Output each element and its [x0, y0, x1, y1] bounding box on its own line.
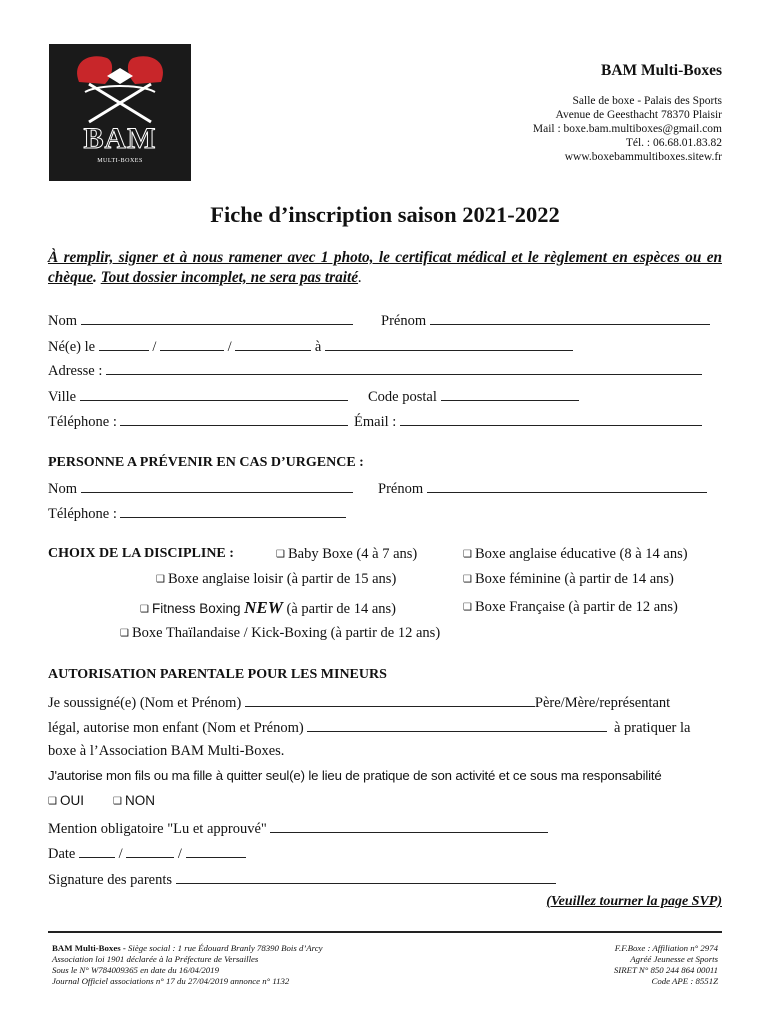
address-line: Avenue de Geesthacht 78370 Plaisir	[555, 109, 722, 121]
footer-left: BAM Multi-Boxes - Siège social : 1 rue Édouard Branly 78390 Bois d’Arcy Association loi 1901 déclarée à la Préfecture de Versailles Sous le N° W784009365 en date du 16/04/2019 Journal Officiel associations n° 17 du 27/04/2019 annonce n° 1132	[52, 943, 323, 986]
birth-place-line[interactable]	[325, 337, 573, 351]
emergency-prenom-field[interactable]: Prénom	[378, 479, 707, 498]
parental-line-4: J'autorise mon fils ou ma fille à quitter seul(e) le lieu de pratique de son activité et ce sous ma responsabilité	[48, 768, 662, 783]
signature-field[interactable]: Signature des parents	[48, 870, 556, 889]
phone-line: Tél. : 06.68.01.83.82	[625, 137, 722, 149]
website-line: www.boxebammultiboxes.sitew.fr	[564, 151, 722, 163]
oui-option[interactable]: ❑ OUI	[48, 793, 84, 808]
footer-right: F.F.Boxe : Affiliation n° 2974 Agréé Jeunesse et Sports SIRET N° 850 244 864 00011 Code APE : 8551Z	[613, 943, 718, 986]
boxing-gloves-icon	[49, 44, 191, 124]
birth-field[interactable]: Né(e) le / / à	[48, 337, 573, 356]
discipline-option-boxe-francaise[interactable]: ❑ Boxe Française (à partir de 12 ans)	[463, 599, 678, 615]
signature-input-line[interactable]	[176, 870, 556, 884]
discipline-option-fitness-boxing[interactable]: ❑ Fitness Boxing NEW (à partir de 14 ans)	[140, 598, 397, 617]
email-field[interactable]: Émail :	[354, 412, 702, 431]
checkbox-icon[interactable]: ❑	[156, 574, 165, 585]
checkbox-icon[interactable]: ❑	[120, 628, 129, 639]
date-day-line[interactable]	[79, 844, 115, 858]
nom-input-line[interactable]	[81, 311, 353, 325]
date-month-line[interactable]	[126, 844, 174, 858]
intro-warning: Tout dossier incomplet, ne sera pas traité	[100, 269, 359, 286]
telephone-field[interactable]: Téléphone :	[48, 412, 348, 431]
emergency-heading: PERSONNE A PRÉVENIR EN CAS D’URGENCE :	[48, 455, 364, 470]
logo-subtitle: MULTI-BOXES	[97, 158, 143, 164]
parent-name-input-line[interactable]	[245, 693, 535, 707]
checkbox-icon[interactable]: ❑	[276, 549, 285, 560]
code-postal-input-line[interactable]	[441, 387, 579, 401]
discipline-option-boxe-feminine[interactable]: ❑ Boxe féminine (à partir de 14 ans)	[463, 571, 674, 587]
club-name: BAM Multi-Boxes	[601, 62, 722, 79]
checkbox-icon[interactable]: ❑	[113, 796, 122, 807]
parental-line-1[interactable]: Je soussigné(e) (Nom et Prénom) Père/Mère/représentant	[48, 695, 671, 711]
logo-wordmark: BAM	[83, 122, 157, 155]
new-badge: NEW	[244, 598, 283, 617]
discipline-heading: CHOIX DE LA DISCIPLINE :	[48, 546, 234, 561]
birth-month-line[interactable]	[160, 337, 224, 351]
emergency-telephone-input-line[interactable]	[120, 504, 346, 518]
emergency-nom-input-line[interactable]	[81, 479, 353, 493]
address-line: Salle de boxe - Palais des Sports	[572, 95, 722, 107]
club-logo	[49, 44, 191, 181]
emergency-telephone-field[interactable]: Téléphone :	[48, 504, 346, 523]
parental-line-2[interactable]: légal, autorise mon enfant (Nom et Prénom) à pratiquer la	[48, 720, 691, 736]
email-input-line[interactable]	[400, 412, 702, 426]
parental-line-3: boxe à l’Association BAM Multi-Boxes.	[48, 743, 285, 759]
parental-heading: AUTORISATION PARENTALE POUR LES MINEURS	[48, 667, 387, 682]
birth-year-line[interactable]	[235, 337, 311, 351]
email-line: Mail : boxe.bam.multiboxes@gmail.com	[532, 123, 722, 135]
non-option[interactable]: ❑ NON	[113, 793, 155, 808]
prenom-field[interactable]: Prénom	[381, 311, 710, 330]
birth-day-line[interactable]	[99, 337, 149, 351]
footer-divider	[48, 931, 722, 933]
ville-field[interactable]: Ville	[48, 387, 348, 406]
discipline-option-boxe-anglaise-loisir[interactable]: ❑ Boxe anglaise loisir (à partir de 15 ans)	[156, 571, 397, 587]
date-year-line[interactable]	[186, 844, 246, 858]
checkbox-icon[interactable]: ❑	[48, 796, 57, 807]
ville-input-line[interactable]	[80, 387, 348, 401]
turn-page-note: (Veuillez tourner la page SVP)	[546, 894, 722, 909]
intro-requirements: À remplir, signer et à nous ramener avec 1 photo, le certificat médical et le règlement en espèces ou en chèque	[48, 249, 722, 286]
discipline-option-baby-boxe[interactable]: ❑ Baby Boxe (4 à 7 ans)	[276, 546, 418, 562]
discipline-option-boxe-thai-kick-boxing[interactable]: ❑ Boxe Thaïlandaise / Kick-Boxing (à partir de 12 ans)	[120, 625, 441, 641]
date-field[interactable]: Date / /	[48, 844, 246, 863]
form-title: Fiche d’inscription saison 2021-2022	[210, 202, 560, 227]
discipline-option-boxe-anglaise-educative[interactable]: ❑ Boxe anglaise éducative (8 à 14 ans)	[463, 546, 688, 562]
prenom-input-line[interactable]	[430, 311, 710, 325]
checkbox-icon[interactable]: ❑	[463, 574, 472, 585]
child-name-input-line[interactable]	[307, 718, 607, 732]
code-postal-field[interactable]: Code postal	[368, 387, 579, 406]
address-field[interactable]: Adresse :	[48, 361, 702, 380]
checkbox-icon[interactable]: ❑	[463, 602, 472, 613]
mention-field[interactable]: Mention obligatoire "Lu et approuvé"	[48, 819, 548, 838]
telephone-input-line[interactable]	[120, 412, 348, 426]
address-input-line[interactable]	[106, 361, 702, 375]
mention-input-line[interactable]	[270, 819, 548, 833]
emergency-prenom-input-line[interactable]	[427, 479, 707, 493]
emergency-nom-field[interactable]: Nom	[48, 479, 353, 498]
checkbox-icon[interactable]: ❑	[140, 604, 149, 615]
intro-instructions: À remplir, signer et à nous ramener avec 1 photo, le certificat médical et le règlement en espèces ou en chèque. Tout dossier incomplet, ne sera pas traité.	[48, 249, 722, 286]
checkbox-icon[interactable]: ❑	[463, 549, 472, 560]
nom-field[interactable]: Nom	[48, 311, 353, 330]
